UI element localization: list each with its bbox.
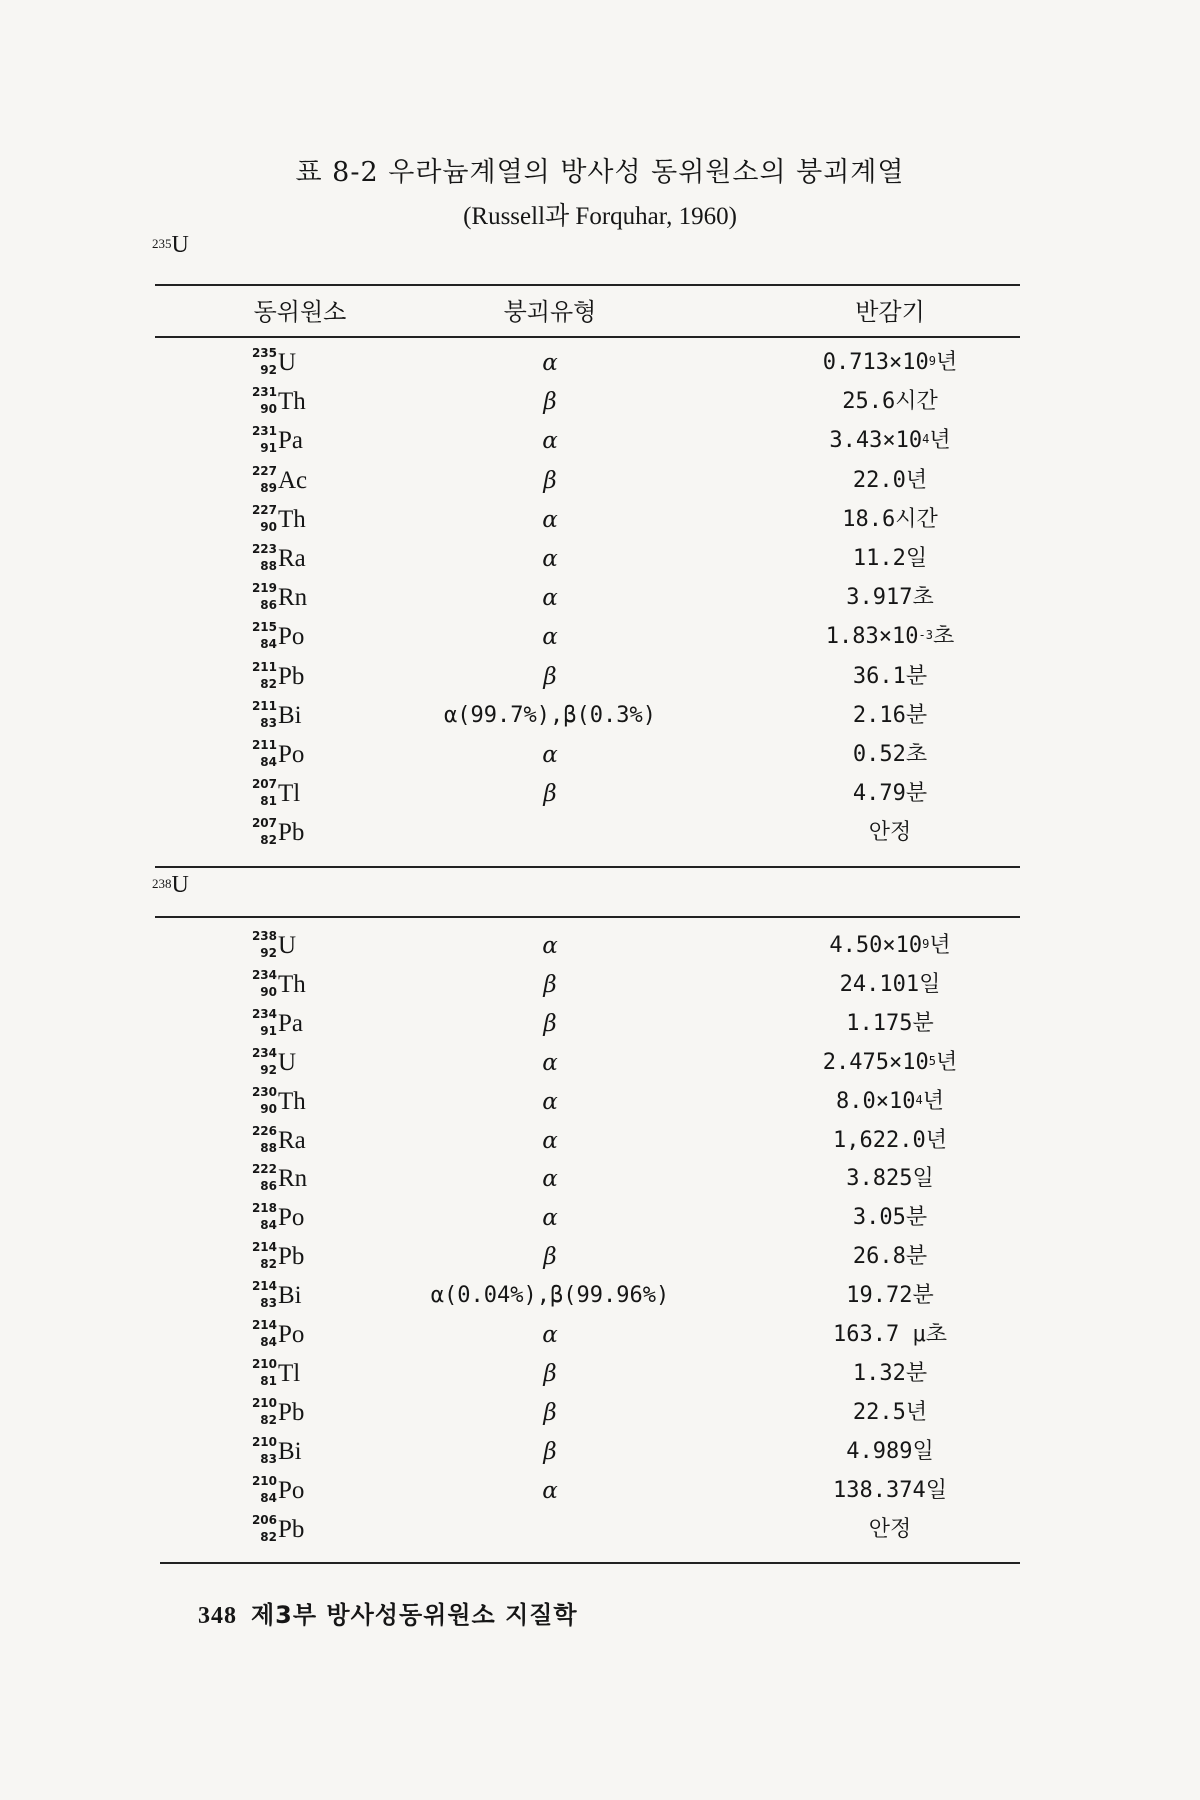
decay-mode-cell: α (542, 1127, 558, 1154)
header-decay-mode: 붕괴유형 (503, 298, 597, 326)
atomic-number: 90 (260, 519, 277, 534)
mass-number: 214 (251, 1279, 277, 1294)
decay-mode-cell: α (542, 350, 558, 376)
decay-mode-cell: β (543, 1360, 557, 1387)
half-life-cell: 3.825일 (846, 1166, 934, 1192)
nuclide-numbers (250, 1278, 278, 1314)
element-symbol: Ra (278, 1126, 306, 1154)
mass-number: 214 (251, 1318, 277, 1332)
isotope-cell (250, 463, 370, 499)
atomic-number: 84 (260, 1335, 277, 1349)
atomic-number: 90 (260, 1101, 277, 1116)
element-symbol: Pb (278, 1243, 305, 1271)
decay-mode-cell: β (543, 389, 557, 416)
isotope-cell (250, 1317, 370, 1353)
exponent: 9 (922, 937, 930, 951)
nuclide-numbers (250, 815, 278, 851)
nuclide-numbers (250, 737, 278, 773)
half-life-cell: 22.0년 (852, 467, 928, 493)
table-row (155, 541, 1020, 580)
isotope-cell (250, 1434, 370, 1470)
nuclide-numbers (250, 1317, 278, 1353)
element-symbol: Th (278, 505, 306, 533)
element-symbol: U (278, 932, 297, 959)
half-life-cell: $8.0\times 10^4$년 (836, 1088, 944, 1114)
element-symbol: Tl (278, 780, 301, 808)
half-life-cell: 18.6시간 (842, 506, 938, 532)
series-divider-bottom-rule (155, 916, 1020, 918)
element-symbol: Po (278, 741, 305, 768)
decay-mode-cell: β (543, 663, 557, 690)
table-row (155, 1123, 1020, 1162)
atomic-number: 82 (260, 833, 277, 848)
decay-mode-cell: α (542, 624, 558, 651)
table-row (155, 928, 1020, 967)
mass-number: 230 (251, 1084, 277, 1099)
table-row (155, 1239, 1020, 1278)
isotope-cell (250, 737, 370, 773)
mass-number: 210 (251, 1395, 277, 1410)
decay-mode-cell: α (542, 428, 558, 455)
decay-mode-cell: α (542, 1205, 558, 1232)
half-life-cell: $2.475\times 10^5$년 (822, 1049, 958, 1075)
table-row (155, 1161, 1020, 1200)
decay-mode-cell: α (542, 1088, 558, 1115)
atomic-number: 84 (260, 1218, 277, 1233)
mass-number: 207 (251, 816, 277, 831)
half-life-cell: 4.79분 (852, 781, 928, 807)
atomic-number: 84 (260, 637, 277, 652)
table-row (155, 1434, 1020, 1473)
exponent: 4 (922, 432, 930, 447)
decay-mode-cell: α(0.04%),β(99.96%) (430, 1283, 670, 1309)
element-symbol: Th (278, 970, 306, 998)
half-life-cell: 36.1분 (852, 663, 928, 689)
atomic-number: 82 (260, 1257, 277, 1272)
decay-mode-cell: α (542, 546, 558, 572)
element-symbol: Ac (278, 466, 308, 494)
mass-number: 226 (251, 1123, 277, 1138)
half-life-cell: 163.7 μ초 (833, 1322, 947, 1347)
nuclide-numbers (250, 580, 278, 616)
atomic-number: 81 (260, 1373, 277, 1388)
table-row (155, 1045, 1020, 1084)
element-symbol: Pb (278, 1515, 305, 1543)
nuclide-numbers (250, 1006, 278, 1042)
element-symbol: Pa (278, 427, 303, 455)
mass-number: 231 (251, 424, 277, 439)
nuclide-numbers (250, 1512, 278, 1548)
element-symbol: Po (278, 1321, 305, 1348)
table-row (155, 423, 1020, 462)
isotope-cell (250, 423, 370, 459)
table-row (155, 384, 1020, 423)
table-row (155, 659, 1020, 698)
table-row (155, 1317, 1020, 1356)
nuclide-numbers (250, 776, 278, 812)
half-life-cell: 3.917초 (846, 585, 934, 611)
decay-mode-cell: α (542, 1322, 558, 1348)
element-symbol: Po (278, 1204, 305, 1232)
half-life-cell: $3.43\times 10^4$년 (829, 428, 951, 454)
nuclide-numbers (250, 928, 278, 964)
isotope-cell (250, 776, 370, 812)
table-row (155, 967, 1020, 1006)
header-half-life: 반감기 (855, 298, 925, 326)
table-row (155, 1278, 1020, 1317)
nuclide-numbers (250, 1239, 278, 1275)
atomic-number: 84 (260, 755, 277, 769)
table-bottom-rule (160, 1562, 1020, 1564)
isotope-cell (250, 1473, 370, 1509)
decay-mode-cell: β (543, 971, 557, 998)
decay-mode-cell: α (542, 742, 558, 768)
exponent: 5 (928, 1053, 936, 1068)
element-symbol: Bi (278, 1282, 302, 1310)
nuclide-numbers (250, 1161, 278, 1197)
mass-number: 218 (251, 1201, 277, 1216)
atomic-number: 92 (260, 946, 277, 960)
atomic-number: 90 (260, 984, 277, 999)
half-life-cell: 26.8분 (852, 1244, 928, 1270)
isotope-cell (250, 967, 370, 1003)
table-row (155, 1473, 1020, 1512)
mass-number: 211 (251, 659, 277, 674)
table-row (155, 1356, 1020, 1395)
mass-number: 210 (251, 1434, 277, 1449)
half-life-cell: 22.5년 (852, 1399, 928, 1425)
isotope-cell (250, 1356, 370, 1392)
decay-mode-cell: β (543, 1010, 557, 1037)
atomic-number: 86 (260, 598, 277, 613)
isotope-cell (250, 698, 370, 734)
mass-number: 214 (251, 1240, 277, 1255)
series-divider-top-rule (155, 866, 1020, 868)
table-row (155, 580, 1020, 619)
half-life-cell: 1,622.0년 (833, 1127, 947, 1153)
atomic-number: 92 (260, 1062, 277, 1077)
isotope-cell (250, 619, 370, 655)
half-life-cell: 0.52초 (852, 742, 928, 767)
page-number: 348 (198, 1603, 237, 1629)
table-row (155, 1200, 1020, 1239)
mass-number: 211 (251, 698, 277, 713)
element-symbol: Th (278, 1087, 306, 1115)
half-life-cell: $0.713\times 10^9$년 (822, 350, 958, 375)
mass-number: 207 (251, 777, 277, 792)
isotope-cell (250, 1239, 370, 1275)
mass-number: 211 (251, 738, 277, 752)
isotope-cell (250, 502, 370, 538)
half-life-cell: 138.374일 (833, 1477, 947, 1503)
element-symbol: Rn (278, 1165, 308, 1193)
exponent: -3 (918, 628, 933, 643)
nuclide-numbers (250, 659, 278, 695)
atomic-number: 81 (260, 794, 277, 809)
mass-number: 235 (251, 346, 277, 360)
isotope-cell (250, 815, 370, 851)
nuclide-numbers (250, 1434, 278, 1470)
table-title: 표 8-2 우라늄계열의 방사성 동위원소의 붕괴계열 (295, 157, 905, 188)
nuclide-numbers (250, 502, 278, 538)
header-bottom-rule (155, 336, 1020, 338)
mass-number: 234 (251, 967, 277, 982)
element-symbol: Pb (278, 662, 305, 690)
table-row (155, 1084, 1020, 1123)
half-life-cell: 25.6시간 (842, 389, 938, 415)
table-row (155, 502, 1020, 541)
decay-mode-cell: α (542, 506, 558, 533)
element-symbol: U (278, 349, 297, 376)
isotope-cell (250, 1395, 370, 1431)
atomic-number: 83 (260, 1451, 277, 1466)
decay-mode-cell: α(99.7%),β(0.3%) (444, 702, 656, 728)
series-label-u238: $^{238}$U (152, 872, 189, 898)
half-life-cell: 안정 (868, 1516, 912, 1542)
isotope-cell (250, 1161, 370, 1197)
mass-number: 223 (251, 542, 277, 556)
mass-number: 206 (251, 1512, 277, 1527)
nuclide-numbers (250, 1395, 278, 1431)
atomic-number: 83 (260, 1296, 277, 1311)
nuclide-numbers (250, 423, 278, 459)
half-life-cell: 3.05분 (852, 1205, 928, 1231)
table-row (155, 463, 1020, 502)
exponent: 9 (928, 354, 936, 368)
atomic-number: 91 (260, 441, 277, 456)
nuclide-numbers (250, 384, 278, 420)
nuclide-numbers (250, 463, 278, 499)
element-symbol: Pb (278, 819, 305, 847)
mass-number: 222 (251, 1162, 277, 1177)
series-label-u235: $^{235}$U (152, 232, 189, 258)
half-life-cell: $4.50\times 10^9$년 (829, 933, 951, 958)
nuclide-numbers (250, 1200, 278, 1236)
half-life-cell: 1.32분 (852, 1360, 928, 1386)
isotope-cell (250, 1045, 370, 1081)
nuclide-numbers (250, 1084, 278, 1120)
mass-number: 231 (251, 385, 277, 400)
nuclide-numbers (250, 698, 278, 734)
element-symbol: U (278, 1048, 297, 1076)
decay-mode-cell: β (543, 1438, 557, 1465)
isotope-cell (250, 1006, 370, 1042)
isotope-cell (250, 1512, 370, 1548)
isotope-cell (250, 1278, 370, 1314)
table-row (155, 776, 1020, 815)
nuclide-numbers (250, 1356, 278, 1392)
table-row (155, 1512, 1020, 1551)
decay-mode-cell: β (543, 1244, 557, 1271)
atomic-number: 82 (260, 1529, 277, 1544)
nuclide-numbers (250, 967, 278, 1003)
nuclide-numbers (250, 1123, 278, 1159)
table-row (155, 737, 1020, 776)
atomic-number: 90 (260, 402, 277, 417)
atomic-number: 88 (260, 1140, 277, 1155)
isotope-cell (250, 1123, 370, 1159)
atomic-number: 83 (260, 715, 277, 730)
mass-number: 234 (251, 1006, 277, 1021)
atomic-number: 92 (260, 363, 277, 377)
element-symbol: Po (278, 623, 305, 651)
nuclide-numbers (250, 619, 278, 655)
mass-number: 210 (251, 1356, 277, 1371)
atomic-number: 86 (260, 1179, 277, 1194)
nuclide-numbers (250, 541, 278, 577)
element-symbol: Ra (278, 545, 306, 572)
element-symbol: Po (278, 1476, 305, 1504)
table-top-rule (155, 284, 1020, 286)
decay-mode-cell: α (542, 1049, 558, 1076)
half-life-cell: 1.175분 (846, 1010, 934, 1036)
half-life-cell: 2.16분 (852, 702, 928, 728)
table-row (155, 815, 1020, 854)
decay-mode-cell: α (542, 933, 558, 959)
atomic-number: 88 (260, 559, 277, 573)
decay-mode-cell: β (543, 781, 557, 808)
isotope-cell (250, 659, 370, 695)
element-symbol: Pb (278, 1398, 305, 1426)
header-isotope: 동위원소 (253, 298, 347, 326)
nuclide-numbers (250, 1045, 278, 1081)
element-symbol: Rn (278, 584, 308, 612)
atomic-number: 82 (260, 1412, 277, 1427)
element-symbol: Pa (278, 1009, 303, 1037)
isotope-cell (250, 384, 370, 420)
nuclide-numbers (250, 345, 278, 381)
mass-number: 238 (251, 929, 277, 943)
table-row (155, 1006, 1020, 1045)
mass-number: 210 (251, 1473, 277, 1488)
exponent: 4 (915, 1092, 923, 1107)
isotope-cell (250, 928, 370, 964)
half-life-cell: 11.2일 (852, 546, 928, 571)
decay-mode-cell: α (542, 585, 558, 612)
mass-number: 227 (251, 502, 277, 517)
isotope-cell (250, 541, 370, 577)
mass-number: 227 (251, 463, 277, 478)
element-symbol: Bi (278, 1437, 302, 1465)
page-footer (198, 1595, 578, 1630)
mass-number: 219 (251, 581, 277, 596)
decay-mode-cell: α (542, 1477, 558, 1504)
half-life-cell: 19.72분 (846, 1283, 934, 1309)
element-symbol: Bi (278, 701, 302, 729)
half-life-cell: 안정 (868, 820, 912, 846)
table-row (155, 698, 1020, 737)
half-life-cell: 24.101일 (839, 971, 941, 997)
element-symbol: Th (278, 388, 306, 416)
nuclide-numbers (250, 1473, 278, 1509)
atomic-number: 89 (260, 480, 277, 495)
decay-mode-cell: α (542, 1166, 558, 1193)
atomic-number: 84 (260, 1490, 277, 1505)
atomic-number: 82 (260, 676, 277, 691)
half-life-cell: 4.989일 (846, 1438, 934, 1464)
mass-number: 234 (251, 1045, 277, 1060)
decay-mode-cell: β (543, 467, 557, 494)
isotope-cell (250, 580, 370, 616)
isotope-cell (250, 1084, 370, 1120)
table-row (155, 1395, 1020, 1434)
atomic-number: 91 (260, 1023, 277, 1038)
table-subtitle: (Russell과 Forquhar, 1960) (463, 203, 737, 230)
table-row (155, 345, 1020, 384)
decay-mode-cell: β (543, 1399, 557, 1426)
table-row (155, 619, 1020, 658)
element-symbol: Tl (278, 1359, 301, 1387)
isotope-cell (250, 1200, 370, 1236)
half-life-cell: $1.83\times 10^{-3}$초 (825, 624, 955, 650)
isotope-cell (250, 345, 370, 381)
chapter-title: 제3부 방사성동위원소 지질학 (251, 1601, 578, 1629)
mass-number: 215 (251, 620, 277, 635)
